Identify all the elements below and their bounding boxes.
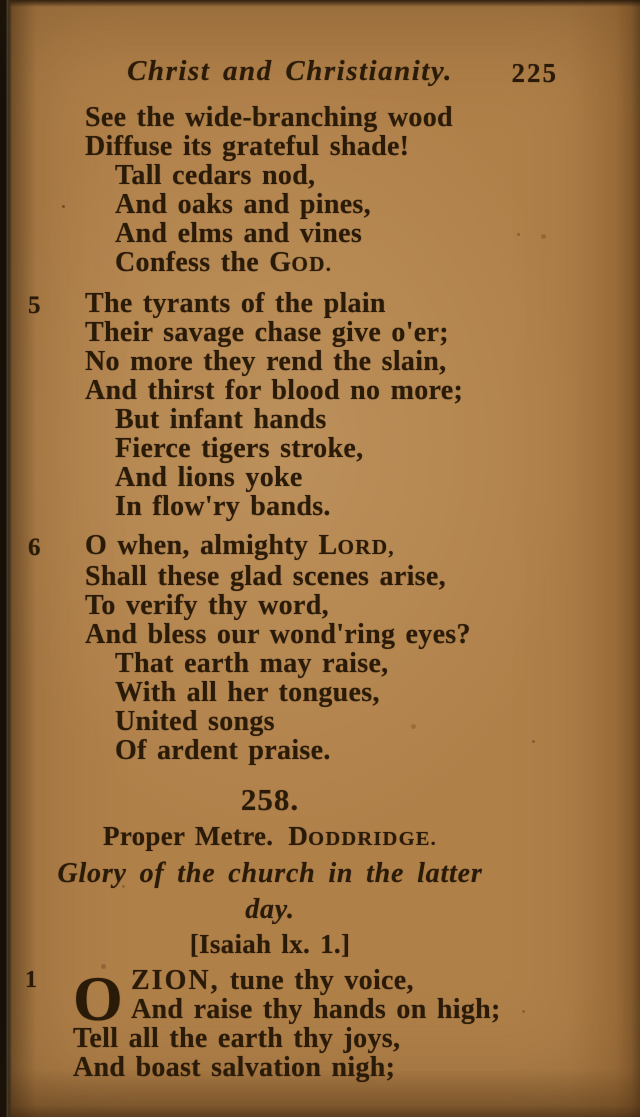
verse-line: No more they rend the slain, <box>85 346 447 377</box>
scripture-reference: [Isaiah lx. 1.] <box>189 929 351 959</box>
stanza-258-1 <box>25 963 640 1083</box>
verse-text: O when, almighty <box>85 530 319 561</box>
verse-line: With all her tongues, <box>115 677 380 708</box>
verse-line: Diffuse its grateful shade! <box>85 131 410 162</box>
drop-cap: O <box>73 963 124 1034</box>
author-name: ODDRIDGE. <box>308 828 437 850</box>
smallcaps-word: OD. <box>291 252 333 276</box>
section-title: Christ and Christianity. <box>127 55 453 87</box>
paper-specks <box>62 205 65 208</box>
verse-line: And bless our wond'ring eyes? <box>85 619 471 650</box>
verse-line: Fierce tigers stroke, <box>115 433 364 464</box>
verse-line <box>85 531 640 562</box>
stanza-number: 1 <box>25 967 38 993</box>
verse-line: In flow'ry bands. <box>115 491 331 522</box>
verse-line: And lions yoke <box>115 462 303 493</box>
verse-line: And thirst for blood no more; <box>85 375 464 406</box>
page-number: 225 <box>511 58 558 88</box>
verse-line: Their savage chase give o'er; <box>85 317 449 348</box>
stanza-number: 5 <box>28 292 41 319</box>
verse-line: Shall these glad scenes arise, <box>85 561 446 592</box>
stanza-5 <box>28 288 640 522</box>
verse-line: See the wide-branching wood <box>85 102 453 133</box>
verse-line: And oaks and pines, <box>115 189 371 220</box>
running-header <box>0 55 640 91</box>
verse-line: The tyrants of the plain <box>85 288 386 319</box>
verse-line: And elms and vines <box>115 218 363 249</box>
verse-line <box>85 248 640 279</box>
verse-text-caps: ZION, <box>131 965 220 996</box>
verse-line: But infant hands <box>115 404 327 435</box>
verse-line <box>73 966 640 995</box>
verse-line: And raise thy hands on high; <box>131 994 501 1025</box>
verse-line: And boast salvation nigh; <box>73 1052 396 1083</box>
stanza-6 <box>28 530 640 766</box>
hymn-number: 258. <box>240 782 300 817</box>
author-initial: D <box>288 821 309 851</box>
hymn-subtitle: Glory of the church in the latter day. <box>57 858 483 925</box>
verse-text: tune thy voice, <box>219 965 414 996</box>
verse-line: Tall cedars nod, <box>115 160 316 191</box>
verse-line: Tell all the earth thy joys, <box>73 1023 401 1054</box>
hymn-258-heading <box>30 781 510 960</box>
hymn-metre-author <box>30 819 510 856</box>
smallcaps-word: ORD, <box>337 535 395 559</box>
stanza-number: 6 <box>28 534 41 561</box>
verse-line: To verify thy word, <box>85 590 329 621</box>
verse-line: That earth may raise, <box>115 648 389 679</box>
stanza-4 <box>85 103 640 279</box>
hymn-metre: Proper Metre. <box>103 821 274 851</box>
smallcaps-initial: L <box>318 530 338 561</box>
verse-text: Confess the <box>115 247 270 278</box>
verse-line: Of ardent praise. <box>115 735 331 766</box>
smallcaps-initial: G <box>269 247 292 278</box>
verse-line: United songs <box>115 706 275 737</box>
